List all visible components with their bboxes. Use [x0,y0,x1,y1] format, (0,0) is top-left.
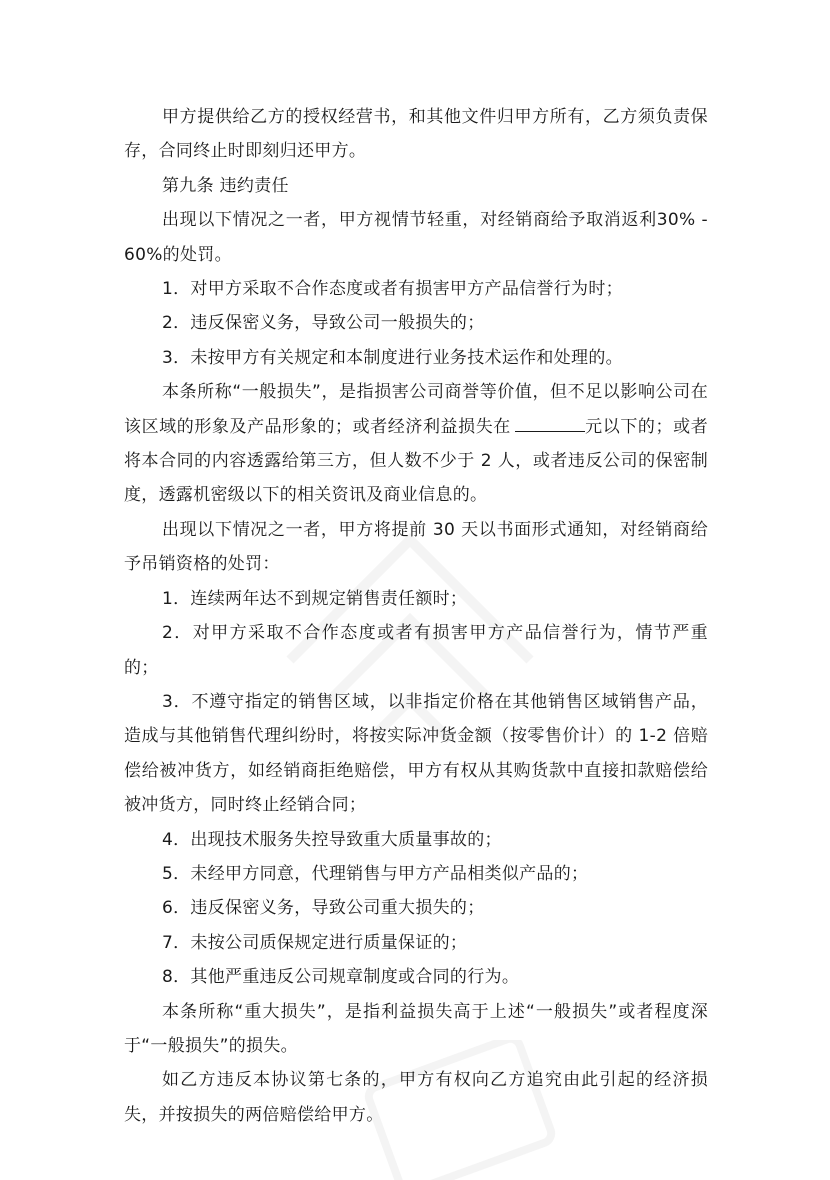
document-body [124,100,708,1132]
paragraph-general-loss-definition [124,375,708,513]
list-item: 3．未按甲方有关规定和本制度进行业务技术运作和处理的。 [162,347,623,368]
paragraph-revocation-penalty: 出现以下情况之一者，甲方将提前 30 天以书面形式通知，对经销商给予吊销资格的处罚： [124,519,708,575]
general-loss-text-part2: 元以下的；或者将本合同的内容透露给第三方，但人数不少于 2 人，或者违反公司的保密制度，透露机密级以下的相关资讯及商业信息的。 [124,416,708,506]
list-item: 6．违反保密义务，导致公司重大损失的； [162,898,485,919]
list-item: 1．对甲方采取不合作态度或者有损害甲方产品信誉行为时； [162,279,623,300]
list-item: 4．出现技术服务失控导致重大质量事故的； [162,829,502,850]
paragraph-major-loss-definition: 本条所称“重大损失”，是指利益损失高于上述“一般损失”或者程度深于“一般损失”的损失。 [124,1001,708,1056]
list-item: 3．不遵守指定的销售区域，以非指定价格在其他销售区域销售产品，造成与其他销售代理纠纷时，将按实际冲货金额（按零售价计）的 1-2 倍赔偿给被冲货方，如经销商拒绝赔偿，甲方有权从其购货款中直接扣款赔偿给被冲货方，同时终止经销合同； [124,691,708,816]
paragraph-rebate-penalty: 出现以下情况之一者，甲方视情节轻重，对经销商给予取消返利30% - 60%的处罚。 [124,210,708,265]
list-item: 2．对甲方采取不合作态度或者有损害甲方产品信誉行为，情节严重的； [124,623,708,678]
paragraph-article-7-violation: 如乙方违反本协议第七条的，甲方有权向乙方追究由此引起的经济损失，并按损失的两倍赔偿给甲方。 [124,1070,708,1125]
list-item: 2．违反保密义务，导致公司一般损失的； [162,313,485,334]
general-loss-text-part1: 本条所称“一般损失”，是指损害公司商誉等价值，但不足以影响公司在该区域的形象及产品形象的；或者经济利益损失在 [124,382,708,437]
list-item: 5．未经甲方同意，代理销售与甲方产品相类似产品的； [162,863,589,884]
list-item: 8．其他严重违反公司规章制度或合同的行为。 [162,967,520,988]
amount-blank-field [515,415,585,432]
list-item: 7．未按公司质保规定进行质量保证的； [162,932,468,953]
section-heading-article-9: 第九条 违约责任 [162,175,289,196]
paragraph-return-documents: 甲方提供给乙方的授权经营书，和其他文件归甲方所有，乙方须负责保存，合同终止时即刻归还甲方。 [124,107,708,162]
list-item: 1．连续两年达不到规定销售责任额时； [162,588,468,609]
